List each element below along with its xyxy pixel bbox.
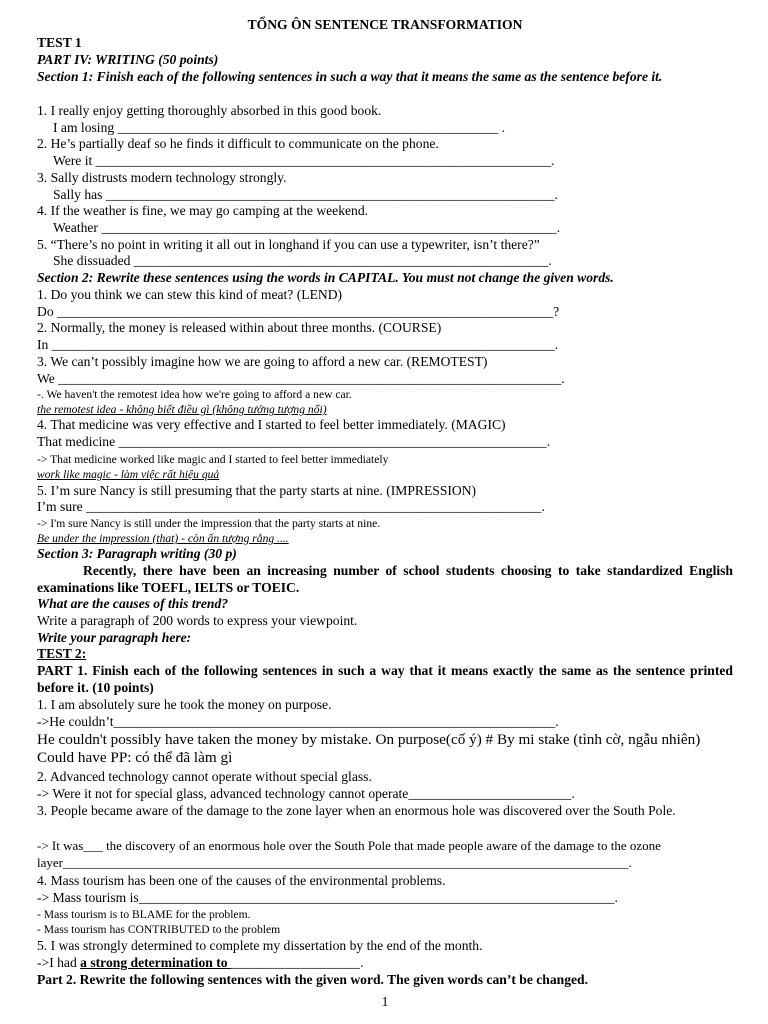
p1-a3: -> It was___ the discovery of an enormous hole over the South Pole that made people aware of the damage to the ozone layer_______________________________________________________________________________________. <box>37 838 661 870</box>
p1-a2: -> Were it not for special glass, advanced technology cannot operate________________________. <box>37 786 575 801</box>
write-here-label: Write your paragraph here: <box>37 630 192 645</box>
s2-note5: -> I'm sure Nancy is still under the impression that the party starts at nine. <box>37 517 381 530</box>
p1-note1: He couldn't possibly have taken the money by mistake. On purpose(cố ý) # By mi stake (tình cờ, ngẫu nhiên) Could have PP: có thể đã làm gì <box>37 731 701 766</box>
p1-q3: 3. People became aware of the damage to the zone layer when an enormous hole was discovered over the South Pole. <box>37 803 676 818</box>
s2-note4: -> That medicine worked like magic and I started to feel better immediately <box>37 453 389 466</box>
s1-a1: I am losing ________________________________________________________ . <box>53 120 505 135</box>
p1-a5-prefix: ->I had <box>37 955 81 970</box>
section3-question: What are the causes of this trend? <box>37 596 229 611</box>
s2-hint5: Be under the impression (that) - còn ấn tượng rằng .... <box>37 532 289 545</box>
s1-q2: 2. He’s partially deaf so he finds it difficult to communicate on the phone. <box>37 136 439 151</box>
test2-heading: TEST 2: <box>37 646 87 661</box>
p1-q5: 5. I was strongly determined to complete my dissertation by the end of the month. <box>37 938 483 953</box>
p1-note4b: - Mass tourism has CONTRIBUTED to the problem <box>37 923 281 936</box>
section3-heading: Section 3: Paragraph writing (30 p) <box>37 546 237 561</box>
p1-a5-fill: a strong determination to <box>80 955 231 970</box>
part1-heading: PART 1. Finish each of the following sentences in such a way that it means exactly the same as the sentence printed before it. (10 points) <box>37 663 733 695</box>
s2-a2: In __________________________________________________________________________. <box>37 337 559 352</box>
s2-q4: 4. That medicine was very effective and I started to feel better immediately. (MAGIC) <box>37 417 506 432</box>
s1-q1: 1. I really enjoy getting thoroughly absorbed in this good book. <box>37 103 382 118</box>
s2-a5: I’m sure ___________________________________________________________________. <box>37 499 545 514</box>
s2-q3: 3. We can’t possibly imagine how we are going to afford a new car. (REMOTEST) <box>37 354 488 369</box>
section2-heading: Section 2: Rewrite these sentences using the words in CAPITAL. You must not change the given words. <box>37 270 614 285</box>
page-title: TỔNG ÔN SENTENCE TRANSFORMATION <box>247 17 523 32</box>
s2-hint4: work like magic - làm việc rất hiệu quả <box>37 468 220 481</box>
p1-q1: 1. I am absolutely sure he took the money on purpose. <box>37 697 332 712</box>
s1-q4: 4. If the weather is fine, we may go camping at the weekend. <box>37 203 369 218</box>
part2-heading: Part 2. Rewrite the following sentences with the given word. The given words can’t be changed. <box>37 972 589 987</box>
p1-a5 <box>37 955 733 972</box>
s2-hint3: the remotest idea - không biết điều gì (không tưởng tượng nổi) <box>37 403 327 416</box>
p1-a1: ->He couldn’t_________________________________________________________________. <box>37 714 559 729</box>
s1-q5: 5. “There’s no point in writing it all out in longhand if you can use a typewriter, isn’t there?” <box>37 237 540 252</box>
s1-a5: She dissuaded _____________________________________________________________. <box>53 253 552 268</box>
s2-q2: 2. Normally, the money is released within about three months. (COURSE) <box>37 320 442 335</box>
s1-q3: 3. Sally distrusts modern technology strongly. <box>37 170 287 185</box>
p1-note4a: - Mass tourism is to BLAME for the problem. <box>37 908 251 921</box>
s2-a1: Do _________________________________________________________________________? <box>37 304 560 319</box>
section3-instruction: Write a paragraph of 200 words to express your viewpoint. <box>37 613 358 628</box>
s1-a3: Sally has __________________________________________________________________. <box>53 187 558 202</box>
p1-q4: 4. Mass tourism has been one of the causes of the environmental problems. <box>37 873 446 888</box>
section1-heading: Section 1: Finish each of the following sentences in such a way that it means the same as the sentence before it. <box>37 69 663 84</box>
part4-heading: PART IV: WRITING (50 points) <box>37 52 219 67</box>
test1-heading: TEST 1 <box>37 35 82 50</box>
p1-q2: 2. Advanced technology cannot operate without special glass. <box>37 769 372 784</box>
s2-q1: 1. Do you think we can stew this kind of meat? (LEND) <box>37 287 343 302</box>
page-number: 1 <box>381 994 389 1009</box>
p1-a4: -> Mass tourism is______________________________________________________________________. <box>37 890 618 905</box>
s1-a2: Were it ___________________________________________________________________. <box>53 153 555 168</box>
s2-q5: 5. I’m sure Nancy is still presuming that the party starts at nine. (IMPRESSION) <box>37 483 477 498</box>
s2-a4: That medicine _______________________________________________________________. <box>37 434 551 449</box>
s1-a4: Weather ___________________________________________________________________. <box>53 220 561 235</box>
p1-a5-suffix: ___________________. <box>230 955 364 970</box>
s2-a3: We __________________________________________________________________________. <box>37 371 565 386</box>
s2-note3: -. We haven't the remotest idea how we're going to afford a new car. <box>37 388 352 401</box>
section3-prompt: Recently, there have been an increasing number of school students choosing to take standardized English examinations like TOEFL, IELTS or TOEIC. <box>37 563 733 595</box>
